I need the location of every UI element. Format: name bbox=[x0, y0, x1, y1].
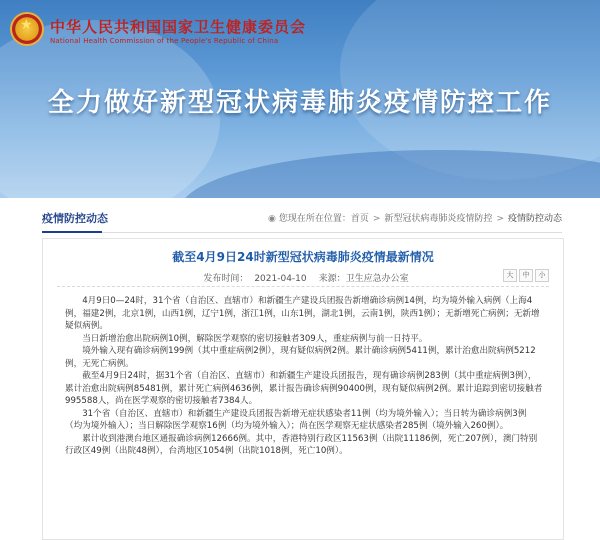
published-label: 发布时间： bbox=[203, 274, 249, 284]
banner-decoration bbox=[180, 150, 600, 198]
breadcrumb-covid-prevention[interactable]: 新型冠状病毒肺炎疫情防控 bbox=[384, 214, 493, 224]
article-body bbox=[65, 295, 543, 458]
article-meta bbox=[43, 271, 563, 284]
paragraph: 4月9日0—24时，31个省（自治区、直辖市）和新疆生产建设兵团报告新增确诊病例14例，均为境外输入病例（上海4例，福建2例，北京1例，山西1例，辽宁1例，浙江1例，山东1例，湖北1例，云南1例，陕西1例）；无新增死亡病例；无新增疑似病例。 bbox=[65, 296, 540, 331]
source-value: 卫生应急办公室 bbox=[345, 274, 409, 284]
breadcrumb bbox=[268, 211, 562, 224]
published-date: 2021-04-10 bbox=[254, 274, 307, 284]
font-medium-button[interactable]: 中 bbox=[519, 269, 533, 282]
article bbox=[42, 238, 564, 540]
font-size-controls bbox=[501, 269, 549, 282]
section-nav bbox=[42, 206, 562, 233]
paragraph: 境外输入现有确诊病例199例（其中重症病例2例），现有疑似病例2例。累计确诊病例5411例，累计治愈出院病例5212例，无死亡病例。 bbox=[65, 346, 536, 369]
location-icon: ◉ bbox=[267, 214, 276, 224]
divider bbox=[57, 286, 549, 287]
paragraph: 当日新增治愈出院病例10例，解除医学观察的密切接触者309人，重症病例与前一日持平。 bbox=[82, 333, 428, 344]
article-title: 截至4月9日24时新型冠状病毒肺炎疫情最新情况 bbox=[172, 250, 434, 264]
org-name-en: National Health Commission of the People's Republic of China bbox=[50, 37, 279, 45]
breadcrumb-home[interactable]: 首页 bbox=[350, 214, 369, 224]
org-name-cn[interactable]: 中华人民共和国国家卫生健康委员会 bbox=[50, 18, 307, 36]
font-small-button[interactable]: 小 bbox=[535, 269, 549, 282]
paragraph: 31个省（自治区、直辖市）和新疆生产建设兵团报告新增无症状感染者11例（均为境外输入）；当日转为确诊病例3例（均为境外输入）；当日解除医学观察16例（均为境外输入）；尚在医学观察无症状感染者285例（境外输入260例）。 bbox=[65, 408, 527, 431]
section-title: 疫情防控动态 bbox=[42, 212, 108, 225]
chevron-right-icon: > bbox=[496, 214, 504, 224]
font-large-button[interactable]: 大 bbox=[503, 269, 517, 282]
source-label: 来源： bbox=[318, 274, 346, 284]
banner-headline: 全力做好新型冠状病毒肺炎疫情防控工作 bbox=[47, 88, 552, 118]
national-emblem-icon: ★ bbox=[12, 14, 42, 44]
paragraph: 累计收到港澳台地区通报确诊病例12666例。其中，香港特别行政区11563例（出院11186例，死亡207例），澳门特别行政区49例（出院48例），台湾地区1054例（出院1018例，死亡10例）。 bbox=[65, 433, 538, 456]
location-prefix: 您现在所在位置： bbox=[278, 214, 351, 224]
breadcrumb-current: 疫情防控动态 bbox=[507, 214, 562, 224]
chevron-right-icon: > bbox=[372, 214, 381, 224]
header-banner bbox=[0, 0, 600, 198]
paragraph: 截至4月9日24时，据31个省（自治区、直辖市）和新疆生产建设兵团报告，现有确诊病例283例（其中重症病例3例），累计治愈出院病例85481例，累计死亡病例4636例，累计报告确诊病例90400例，现有疑似病例2例。累计追踪到密切接触者995588人，尚在医学观察的密切接触者7384人。 bbox=[65, 371, 543, 406]
